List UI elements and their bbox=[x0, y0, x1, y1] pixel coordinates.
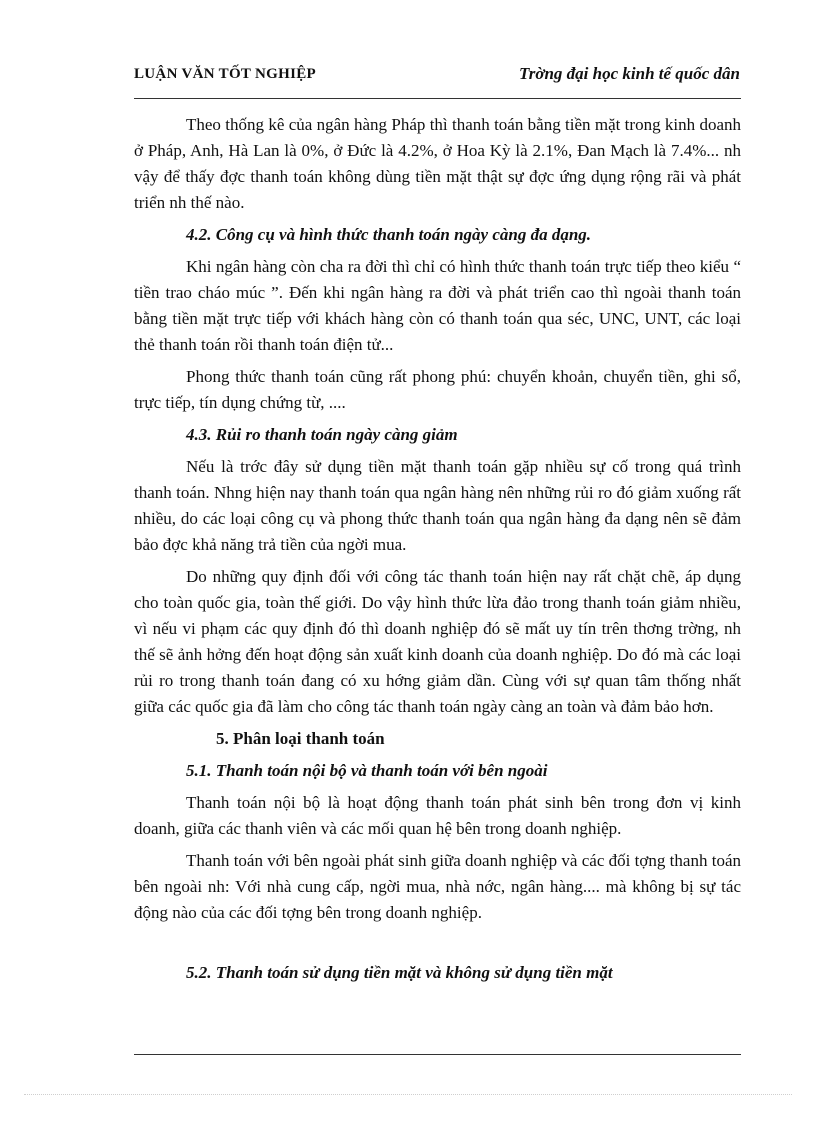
paragraph-payment-tools: Khi ngân hàng còn cha ra đời thì chỉ có hình thức thanh toán trực tiếp theo kiểu “ tiền trao cháo múc ”. Đến khi ngân hàng ra đời và phát triển cao thì ngoài thanh toán bằng tiền mặt trực tiếp với khách hàng còn có thanh toán qua séc, UNC, UNT, các loại thẻ thanh toán rồi thanh toán điện tử... bbox=[134, 257, 741, 354]
paragraph-regulations: Do những quy định đối với công tác thanh toán hiện nay rất chặt chẽ, áp dụng cho toàn quốc gia, toàn thế giới. Do vậy hình thức lừa đảo trong thanh toán giảm nhiều, vì nếu vi phạm các quy định đó thì doanh nghiệp đó sẽ mất uy tín trên thơng trờng, nh thế sẽ ảnh hởng đến hoạt động sản xuất kinh doanh của doanh nghiệp. Do đó mà các loại rủi ro trong thanh toán đang có xu hớng giảm dần. Cùng với sự quan tâm thống nhất giữa các quốc gia đã làm cho công tác thanh toán ngày càng an toàn và đảm bảo hơn. bbox=[134, 567, 741, 716]
paragraph-risk-decrease: Nếu là trớc đây sử dụng tiền mặt thanh toán gặp nhiều sự cố trong quá trình thanh toán. Nhng hiện nay thanh toán qua ngân hàng nên những rủi ro đó giảm xuống rất nhiều, do các loại công cụ và phong thức thanh toán qua ngân hàng đa dạng nên sẽ đảm bảo đợc khả năng trả tiền của ngời mua. bbox=[134, 457, 741, 554]
header-thesis-title: LUẬN VĂN TỐT NGHIỆP bbox=[134, 66, 316, 82]
heading-4-3: 4.3. Rủi ro thanh toán ngày càng giảm bbox=[186, 425, 458, 444]
header-divider bbox=[134, 98, 741, 99]
footer-divider bbox=[134, 1054, 741, 1055]
paragraph-payment-methods: Phong thức thanh toán cũng rất phong phú: chuyển khoản, chuyển tiền, ghi sổ, trực tiếp, tín dụng chứng từ, .... bbox=[134, 367, 741, 412]
document-body bbox=[134, 112, 741, 986]
paragraph-external-payment: Thanh toán với bên ngoài phát sinh giữa doanh nghiệp và các đối tợng thanh toán bên ngoài nh: Với nhà cung cấp, ngời mua, nhà nớc, ngân hàng.... mà không bị sự tác động nào của các đối tợng bên trong doanh nghiệp. bbox=[134, 851, 741, 922]
heading-5-1: 5.1. Thanh toán nội bộ và thanh toán với bên ngoài bbox=[186, 761, 548, 780]
heading-5: 5. Phân loại thanh toán bbox=[216, 729, 385, 748]
paragraph-internal-payment: Thanh toán nội bộ là hoạt động thanh toán phát sinh bên trong đơn vị kinh doanh, giữa các thanh viên và các mối quan hệ bên trong doanh nghiệp. bbox=[134, 793, 741, 838]
page-bottom-dotted-edge bbox=[24, 1094, 792, 1095]
heading-5-2: 5.2. Thanh toán sử dụng tiền mặt và không sử dụng tiền mặt bbox=[186, 963, 613, 982]
header-university-name: Trờng đại học kinh tế quốc dân bbox=[518, 64, 740, 83]
heading-4-2: 4.2. Công cụ và hình thức thanh toán ngày càng đa dạng. bbox=[186, 225, 592, 244]
paragraph-statistics: Theo thống kê của ngân hàng Pháp thì thanh toán bằng tiền mặt trong kinh doanh ở Pháp, Anh, Hà Lan là 0%, ở Đức là 4.2%, ở Hoa Kỳ là 2.1%, Đan Mạch là 7.4%... nh vậy để thấy đợc thanh toán không dùng tiền mặt thật sự đợc ứng dụng rộng rãi và phát triển nh thế nào. bbox=[134, 115, 741, 212]
